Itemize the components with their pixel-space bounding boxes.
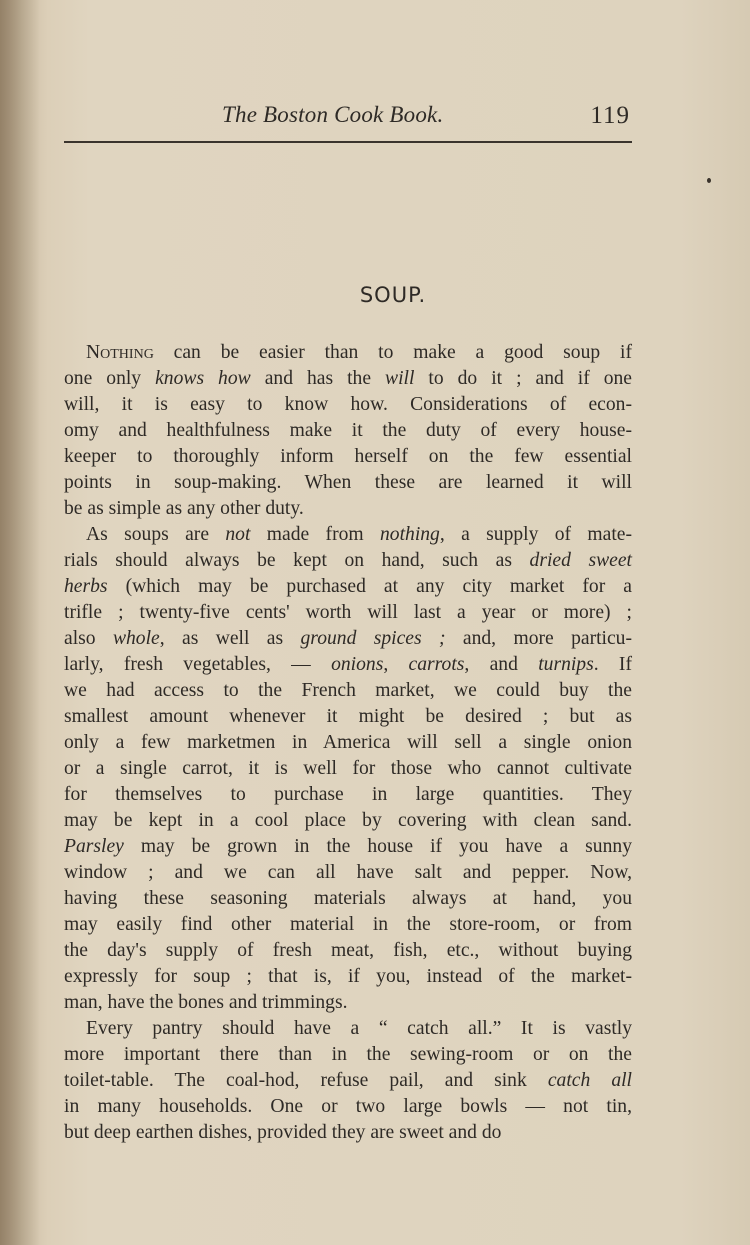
text-segment: points in soup-making. When these are learned it will — [64, 472, 632, 493]
text-segment: Nothing — [86, 342, 154, 363]
text-segment: but deep earthen dishes, provided they are sweet and do — [64, 1122, 502, 1143]
text-line — [64, 938, 632, 964]
text-segment: and, more particu- — [445, 628, 633, 649]
text-segment: toilet-table. The coal-hod, refuse pail, and sink — [64, 1070, 548, 1091]
page-number: 119 — [590, 102, 630, 129]
text-line — [64, 1016, 632, 1042]
paragraph — [64, 340, 632, 522]
italic-text: Parsley — [64, 836, 124, 857]
text-line — [64, 886, 632, 912]
text-segment: and has the — [250, 368, 386, 389]
text-line — [64, 678, 632, 704]
text-segment: we had access to the French market, we could buy the — [64, 680, 632, 701]
text-line — [64, 730, 632, 756]
text-segment: keeper to thoroughly inform herself on the few essential — [64, 446, 632, 467]
paper-speck — [707, 178, 711, 183]
text-segment: to do it ; and if one — [414, 368, 633, 389]
text-segment: omy and healthfulness make it the duty of every house- — [64, 420, 632, 441]
text-line — [64, 782, 632, 808]
text-segment: may be grown in the house if you have a sunny — [123, 836, 632, 857]
text-segment: , as well as — [159, 628, 301, 649]
text-line — [64, 964, 632, 990]
italic-text: ground spices ; — [300, 628, 446, 649]
italic-text: carrots — [408, 654, 465, 675]
text-line — [64, 574, 632, 600]
text-segment: trifle ; twenty-five cents' worth will last a year or more) ; — [64, 602, 632, 623]
italic-text: turnips — [538, 654, 594, 675]
text-segment: window ; and we can all have salt and pepper. Now, — [64, 862, 632, 883]
text-line — [64, 548, 632, 574]
text-segment: As soups are — [86, 524, 226, 545]
text-line — [64, 340, 632, 366]
italic-text: onions — [331, 654, 384, 675]
text-segment: Every pantry should have a “ catch all.” It is vastly — [86, 1018, 632, 1039]
text-line — [64, 1042, 632, 1068]
text-line — [64, 418, 632, 444]
text-segment: in many households. One or two large bowls — not tin, — [64, 1096, 632, 1117]
text-segment: larly, fresh vegetables, — — [64, 654, 332, 675]
text-line — [64, 652, 632, 678]
text-line — [64, 522, 632, 548]
running-title: The Boston Cook Book. — [222, 102, 444, 127]
body-text — [64, 340, 632, 1146]
text-segment: , and — [464, 654, 539, 675]
italic-text: will — [385, 368, 415, 389]
text-segment: or a single carrot, it is well for those who cannot cultivate — [64, 758, 632, 779]
paragraph — [64, 522, 632, 1016]
text-segment: for themselves to purchase in large quantities. They — [64, 784, 632, 805]
text-segment: one only — [64, 368, 156, 389]
text-segment: also — [64, 628, 113, 649]
text-line — [64, 834, 632, 860]
italic-text: herbs — [64, 576, 108, 597]
text-line — [64, 496, 632, 522]
text-segment: can be easier than to make a good soup if — [153, 342, 632, 363]
text-line — [64, 1094, 632, 1120]
text-segment: more important there than in the sewing-room or on the — [64, 1044, 632, 1065]
text-segment: (which may be purchased at any city market for a — [107, 576, 632, 597]
text-line — [64, 470, 632, 496]
italic-text: dried sweet — [529, 550, 633, 571]
text-segment: may easily find other material in the store-room, or from — [64, 914, 632, 935]
text-line — [64, 704, 632, 730]
text-line — [64, 756, 632, 782]
text-line — [64, 600, 632, 626]
header-rule — [64, 141, 632, 143]
spine-shadow — [0, 0, 40, 1245]
text-segment: be as simple as any other duty. — [64, 498, 304, 519]
text-segment: man, have the bones and trimmings. — [64, 992, 348, 1013]
italic-text: whole — [112, 628, 160, 649]
text-segment: made from — [250, 524, 380, 545]
text-line — [64, 1068, 632, 1094]
text-segment: . If — [593, 654, 632, 675]
text-line — [64, 392, 632, 418]
text-segment: having these seasoning materials always at hand, you — [64, 888, 632, 909]
text-line — [64, 444, 632, 470]
text-line — [64, 626, 632, 652]
text-line — [64, 366, 632, 392]
chapter-title-container — [0, 283, 750, 307]
running-header — [64, 96, 634, 136]
text-segment: rials should always be kept on hand, such as — [64, 550, 530, 571]
italic-text: nothing — [379, 524, 440, 545]
italic-text: not — [225, 524, 251, 545]
text-line — [64, 990, 632, 1016]
text-segment: will, it is easy to know how. Considerations of econ- — [64, 394, 632, 415]
chapter-title: SOUP. — [359, 283, 427, 307]
text-line — [64, 808, 632, 834]
text-segment: expressly for soup ; that is, if you, instead of the market- — [64, 966, 632, 987]
italic-text: catch all — [547, 1070, 632, 1091]
text-segment: smallest amount whenever it might be desired ; but as — [64, 706, 632, 727]
text-line — [64, 1120, 632, 1146]
text-line — [64, 912, 632, 938]
text-segment: , — [383, 654, 409, 675]
text-segment: the day's supply of fresh meat, fish, etc., without buying — [64, 940, 632, 961]
text-line — [64, 860, 632, 886]
text-segment: only a few marketmen in America will sell a single onion — [64, 732, 632, 753]
text-segment: may be kept in a cool place by covering with clean sand. — [64, 810, 632, 831]
text-segment: , a supply of mate- — [439, 524, 633, 545]
italic-text: knows how — [155, 368, 251, 389]
paragraph — [64, 1016, 632, 1146]
